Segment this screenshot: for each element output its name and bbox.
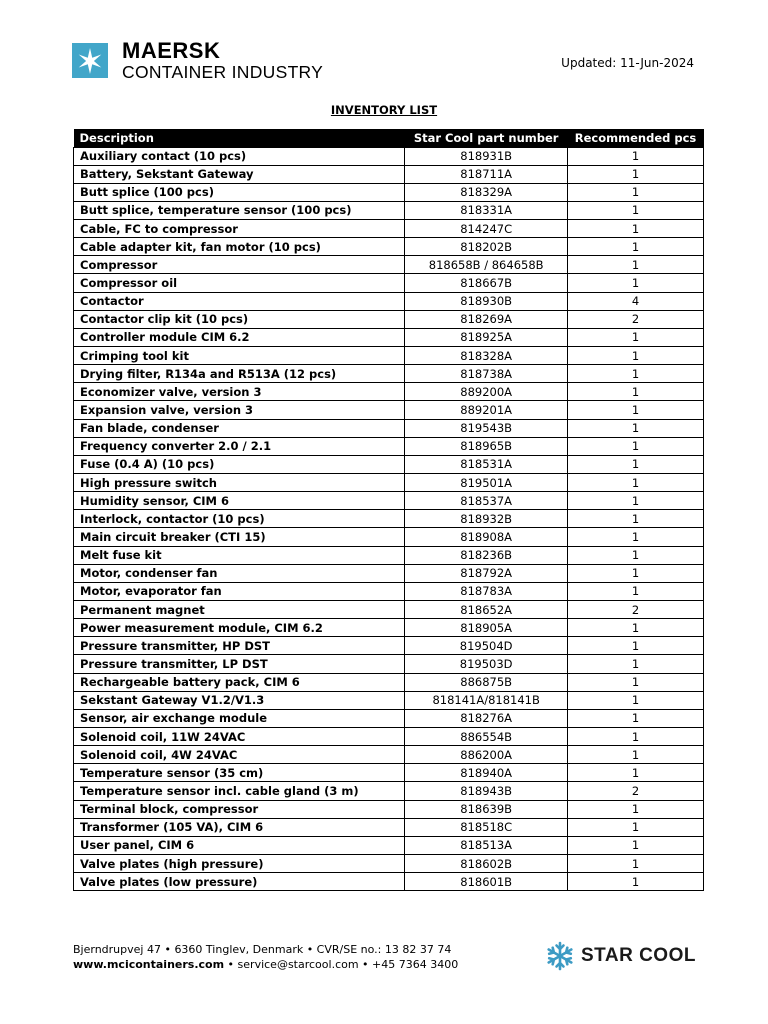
cell-description: Motor, evaporator fan <box>74 582 405 600</box>
table-row <box>74 854 704 872</box>
cell-description: Compressor <box>74 256 405 274</box>
cell-recommended-pcs: 1 <box>568 655 704 673</box>
cell-description: Terminal block, compressor <box>74 800 405 818</box>
cell-part-number: 814247C <box>405 220 568 238</box>
cell-recommended-pcs: 1 <box>568 637 704 655</box>
cell-recommended-pcs: 1 <box>568 673 704 691</box>
cell-description: User panel, CIM 6 <box>74 836 405 854</box>
cell-part-number: 818329A <box>405 183 568 201</box>
table-row <box>74 365 704 383</box>
table-row <box>74 383 704 401</box>
cell-part-number: 819504D <box>405 637 568 655</box>
starcool-brand-text: STAR COOL <box>581 945 696 966</box>
cell-recommended-pcs: 1 <box>568 800 704 818</box>
cell-description: Humidity sensor, CIM 6 <box>74 492 405 510</box>
table-row <box>74 474 704 492</box>
cell-recommended-pcs: 1 <box>568 401 704 419</box>
cell-recommended-pcs: 1 <box>568 183 704 201</box>
cell-part-number: 818905A <box>405 619 568 637</box>
cell-recommended-pcs: 1 <box>568 147 704 165</box>
cell-recommended-pcs: 1 <box>568 256 704 274</box>
cell-recommended-pcs: 2 <box>568 310 704 328</box>
cell-part-number: 818331A <box>405 201 568 219</box>
table-body <box>74 147 704 891</box>
cell-recommended-pcs: 1 <box>568 238 704 256</box>
cell-recommended-pcs: 1 <box>568 347 704 365</box>
cell-description: Solenoid coil, 4W 24VAC <box>74 746 405 764</box>
table-row <box>74 764 704 782</box>
cell-recommended-pcs: 1 <box>568 873 704 891</box>
cell-description: Motor, condenser fan <box>74 564 405 582</box>
cell-recommended-pcs: 1 <box>568 854 704 872</box>
cell-recommended-pcs: 1 <box>568 528 704 546</box>
table-row <box>74 728 704 746</box>
cell-recommended-pcs: 1 <box>568 437 704 455</box>
table-row <box>74 601 704 619</box>
cell-part-number: 818658B / 864658B <box>405 256 568 274</box>
table-row <box>74 347 704 365</box>
cell-part-number: 818602B <box>405 854 568 872</box>
footer-contact-details: • service@starcool.com • +45 7364 3400 <box>224 958 459 971</box>
cell-description: Solenoid coil, 11W 24VAC <box>74 728 405 746</box>
page-header <box>72 40 702 82</box>
table-row <box>74 274 704 292</box>
cell-recommended-pcs: 1 <box>568 546 704 564</box>
cell-part-number: 818908A <box>405 528 568 546</box>
cell-part-number: 818513A <box>405 836 568 854</box>
updated-date: Updated: 11-Jun-2024 <box>561 56 694 70</box>
cell-recommended-pcs: 1 <box>568 691 704 709</box>
table-row <box>74 655 704 673</box>
table-row <box>74 564 704 582</box>
star-icon <box>76 47 104 75</box>
table-row <box>74 800 704 818</box>
table-row <box>74 582 704 600</box>
table-row <box>74 528 704 546</box>
cell-description: Temperature sensor incl. cable gland (3 m) <box>74 782 405 800</box>
cell-description: Main circuit breaker (CTI 15) <box>74 528 405 546</box>
cell-description: Rechargeable battery pack, CIM 6 <box>74 673 405 691</box>
cell-recommended-pcs: 1 <box>568 274 704 292</box>
cell-part-number: 886554B <box>405 728 568 746</box>
cell-part-number: 819503D <box>405 655 568 673</box>
footer-contact <box>73 942 458 972</box>
cell-part-number: 818236B <box>405 546 568 564</box>
cell-part-number: 819543B <box>405 419 568 437</box>
cell-description: High pressure switch <box>74 474 405 492</box>
cell-recommended-pcs: 1 <box>568 474 704 492</box>
cell-description: Power measurement module, CIM 6.2 <box>74 619 405 637</box>
cell-description: Contactor clip kit (10 pcs) <box>74 310 405 328</box>
column-header-part-number: Star Cool part number <box>405 129 568 147</box>
cell-recommended-pcs: 1 <box>568 764 704 782</box>
cell-part-number: 818202B <box>405 238 568 256</box>
cell-part-number: 818531A <box>405 455 568 473</box>
cell-part-number: 818943B <box>405 782 568 800</box>
table-row <box>74 419 704 437</box>
table-row <box>74 183 704 201</box>
cell-description: Melt fuse kit <box>74 546 405 564</box>
inventory-table <box>73 129 704 891</box>
snowflake-icon <box>545 941 575 971</box>
cell-part-number: 818601B <box>405 873 568 891</box>
cell-description: Contactor <box>74 292 405 310</box>
cell-description: Compressor oil <box>74 274 405 292</box>
cell-recommended-pcs: 1 <box>568 220 704 238</box>
cell-description: Fan blade, condenser <box>74 419 405 437</box>
cell-recommended-pcs: 1 <box>568 419 704 437</box>
cell-recommended-pcs: 1 <box>568 564 704 582</box>
starcool-logo <box>545 940 696 972</box>
cell-recommended-pcs: 1 <box>568 836 704 854</box>
cell-part-number: 818738A <box>405 365 568 383</box>
cell-part-number: 818925A <box>405 328 568 346</box>
cell-description: Cable, FC to compressor <box>74 220 405 238</box>
cell-part-number: 818518C <box>405 818 568 836</box>
table-row <box>74 673 704 691</box>
table-row <box>74 437 704 455</box>
cell-description: Auxiliary contact (10 pcs) <box>74 147 405 165</box>
cell-recommended-pcs: 1 <box>568 746 704 764</box>
table-row <box>74 401 704 419</box>
cell-part-number: 818783A <box>405 582 568 600</box>
table-row <box>74 637 704 655</box>
cell-description: Transformer (105 VA), CIM 6 <box>74 818 405 836</box>
cell-description: Fuse (0.4 A) (10 pcs) <box>74 455 405 473</box>
cell-recommended-pcs: 1 <box>568 582 704 600</box>
cell-description: Sekstant Gateway V1.2/V1.3 <box>74 691 405 709</box>
table-row <box>74 238 704 256</box>
cell-part-number: 819501A <box>405 474 568 492</box>
table-header-row <box>74 129 704 147</box>
cell-recommended-pcs: 2 <box>568 782 704 800</box>
table-row <box>74 310 704 328</box>
cell-part-number: 818965B <box>405 437 568 455</box>
table-row <box>74 256 704 274</box>
cell-description: Permanent magnet <box>74 601 405 619</box>
cell-description: Butt splice, temperature sensor (100 pcs) <box>74 201 405 219</box>
table-row <box>74 292 704 310</box>
cell-description: Butt splice (100 pcs) <box>74 183 405 201</box>
cell-part-number: 818652A <box>405 601 568 619</box>
cell-description: Pressure transmitter, LP DST <box>74 655 405 673</box>
table-row <box>74 746 704 764</box>
cell-part-number: 889201A <box>405 401 568 419</box>
cell-part-number: 886200A <box>405 746 568 764</box>
cell-recommended-pcs: 4 <box>568 292 704 310</box>
cell-part-number: 818269A <box>405 310 568 328</box>
cell-part-number: 818792A <box>405 564 568 582</box>
cell-recommended-pcs: 1 <box>568 818 704 836</box>
brand-name <box>122 40 323 81</box>
cell-part-number: 818276A <box>405 709 568 727</box>
table-row <box>74 782 704 800</box>
table-row <box>74 201 704 219</box>
cell-description: Controller module CIM 6.2 <box>74 328 405 346</box>
brand-line-1: MAERSK <box>122 38 221 63</box>
cell-recommended-pcs: 1 <box>568 510 704 528</box>
cell-description: Sensor, air exchange module <box>74 709 405 727</box>
cell-part-number: 818537A <box>405 492 568 510</box>
document-title: INVENTORY LIST <box>330 103 438 117</box>
cell-part-number: 886875B <box>405 673 568 691</box>
cell-recommended-pcs: 1 <box>568 728 704 746</box>
brand-line-2: CONTAINER INDUSTRY <box>122 62 324 82</box>
footer-contact-line <box>73 957 458 972</box>
cell-recommended-pcs: 2 <box>568 601 704 619</box>
cell-description: Temperature sensor (35 cm) <box>74 764 405 782</box>
cell-recommended-pcs: 1 <box>568 619 704 637</box>
cell-part-number: 818940A <box>405 764 568 782</box>
cell-recommended-pcs: 1 <box>568 492 704 510</box>
cell-description: Expansion valve, version 3 <box>74 401 405 419</box>
maersk-logo <box>72 43 108 78</box>
cell-description: Frequency converter 2.0 / 2.1 <box>74 437 405 455</box>
cell-part-number: 818141A/818141B <box>405 691 568 709</box>
cell-description: Drying filter, R134a and R513A (12 pcs) <box>74 365 405 383</box>
cell-recommended-pcs: 1 <box>568 365 704 383</box>
cell-description: Valve plates (low pressure) <box>74 873 405 891</box>
table-row <box>74 492 704 510</box>
cell-description: Interlock, contactor (10 pcs) <box>74 510 405 528</box>
cell-part-number: 818639B <box>405 800 568 818</box>
cell-part-number: 818711A <box>405 165 568 183</box>
table-row <box>74 147 704 165</box>
table-row <box>74 691 704 709</box>
cell-part-number: 818932B <box>405 510 568 528</box>
cell-recommended-pcs: 1 <box>568 328 704 346</box>
column-header-description: Description <box>74 129 405 147</box>
footer-address: Bjerndrupvej 47 • 6360 Tinglev, Denmark • CVR/SE no.: 13 82 37 74 <box>73 943 452 956</box>
table-row <box>74 836 704 854</box>
cell-description: Cable adapter kit, fan motor (10 pcs) <box>74 238 405 256</box>
cell-description: Pressure transmitter, HP DST <box>74 637 405 655</box>
table-row <box>74 165 704 183</box>
cell-recommended-pcs: 1 <box>568 709 704 727</box>
table-row <box>74 455 704 473</box>
cell-recommended-pcs: 1 <box>568 455 704 473</box>
table-row <box>74 818 704 836</box>
cell-recommended-pcs: 1 <box>568 383 704 401</box>
cell-part-number: 818667B <box>405 274 568 292</box>
table-row <box>74 873 704 891</box>
cell-part-number: 818328A <box>405 347 568 365</box>
cell-part-number: 818930B <box>405 292 568 310</box>
table-row <box>74 546 704 564</box>
cell-recommended-pcs: 1 <box>568 165 704 183</box>
footer-website: www.mcicontainers.com <box>73 958 225 971</box>
cell-part-number: 889200A <box>405 383 568 401</box>
table-row <box>74 328 704 346</box>
table-row <box>74 220 704 238</box>
cell-description: Crimping tool kit <box>74 347 405 365</box>
table-row <box>74 709 704 727</box>
cell-part-number: 818931B <box>405 147 568 165</box>
table-row <box>74 510 704 528</box>
cell-description: Valve plates (high pressure) <box>74 854 405 872</box>
cell-description: Economizer valve, version 3 <box>74 383 405 401</box>
table-row <box>74 619 704 637</box>
cell-description: Battery, Sekstant Gateway <box>74 165 405 183</box>
column-header-recommended: Recommended pcs <box>568 129 704 147</box>
cell-recommended-pcs: 1 <box>568 201 704 219</box>
